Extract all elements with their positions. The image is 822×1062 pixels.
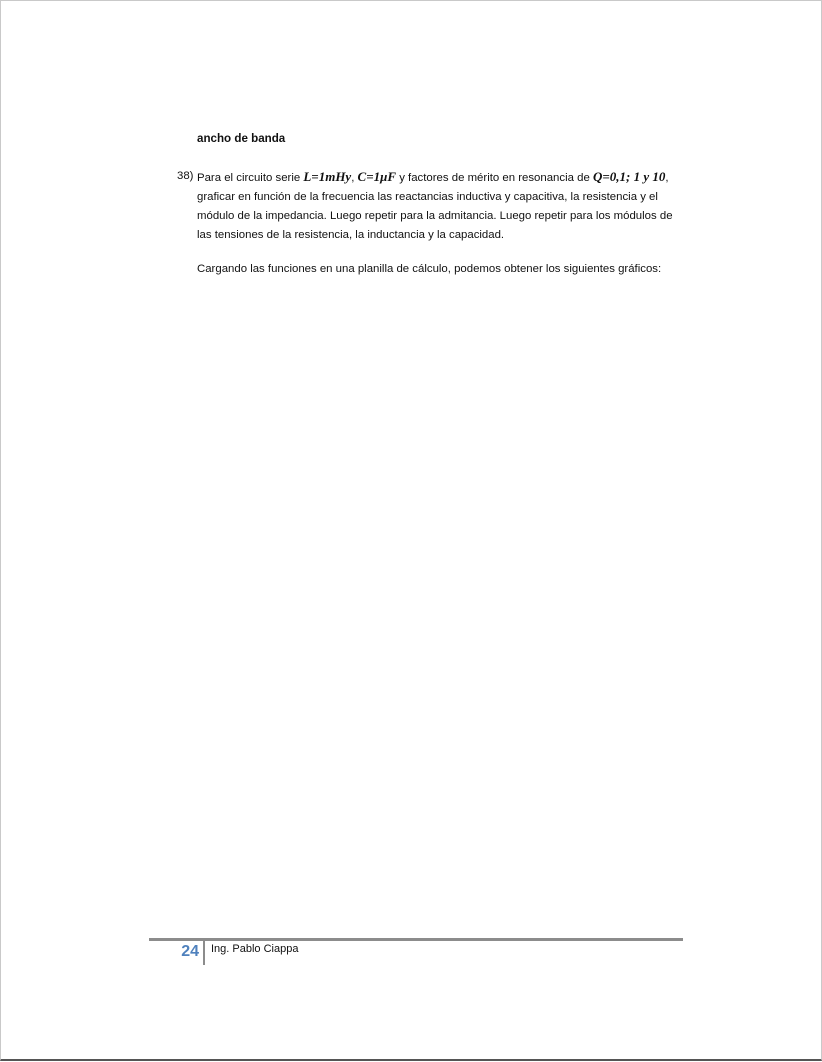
problem-38: [177, 167, 677, 245]
section-heading: ancho de banda: [197, 132, 286, 145]
problem-number: 38): [177, 170, 194, 182]
footer-rule: [149, 938, 683, 941]
problem-text-3: y factores de mérito en resonancia de: [396, 172, 593, 184]
problem-text-2: ,: [351, 172, 358, 184]
problem-text-1: Para el circuito serie: [197, 172, 304, 184]
footer-author: Ing. Pablo Ciappa: [211, 943, 299, 955]
problem-text-4: , graficar en función de la frecuencia las reactancias inductiva y capacitiva, la resistencia y el módulo de la impedancia. Luego repetir para la admitancia. Luego repetir para los módulos de las tensiones de la resistencia, la inductancia y la capacidad.: [197, 172, 673, 241]
footer-divider: [203, 941, 205, 965]
intro-paragraph: Cargando las funciones en una planilla de cálculo, podemos obtener los siguientes gráficos:: [197, 263, 662, 275]
page-number: 24: [181, 943, 199, 960]
capacitance-value: C=1μF: [357, 169, 397, 184]
quality-factor-values: Q=0,1; 1 y 10: [592, 169, 666, 184]
problem-statement: [197, 167, 677, 245]
inductance-value: L=1mHy: [303, 169, 352, 184]
